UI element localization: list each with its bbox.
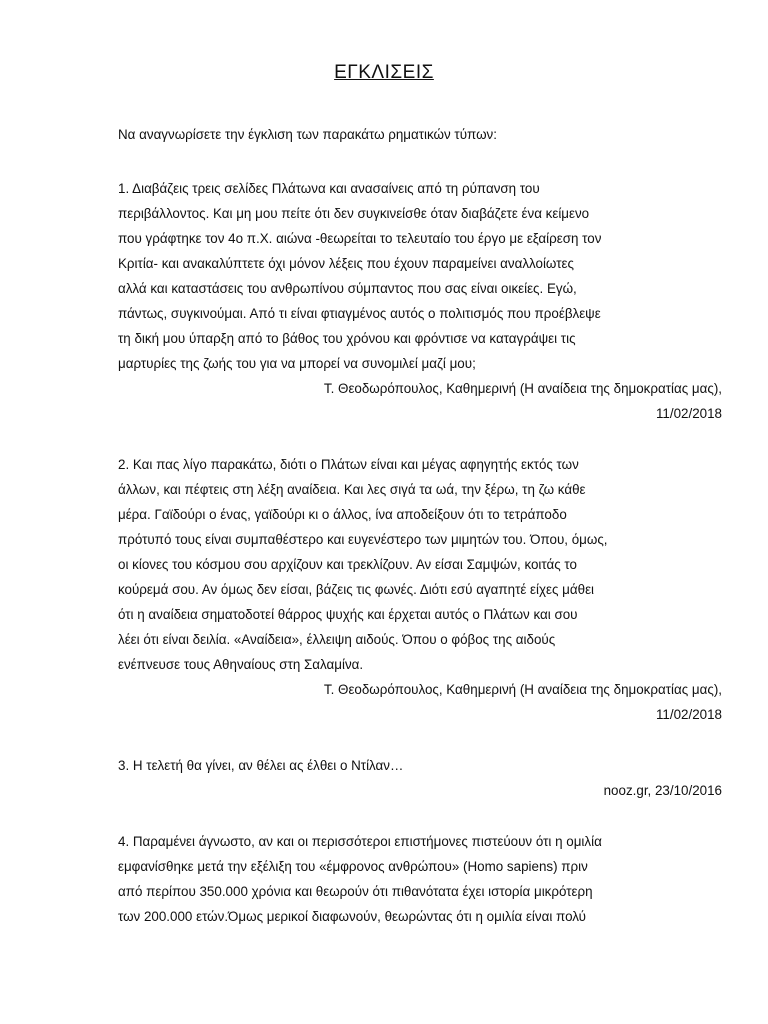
- ex2-line: λέει ότι είναι δειλία. «Αναίδεια», έλλειψη αιδούς. Όπου ο φόβος της αιδούς: [118, 632, 556, 647]
- ex2-line: ενέπνευσε τους Αθηναίους στη Σαλαμίνα.: [118, 657, 364, 672]
- document-title: ΕΓΚΛΙΣΕΙΣ: [334, 62, 434, 83]
- ex2-line: 2. Και πας λίγο παρακάτω, διότι ο Πλάτων είναι και μέγας αφηγητής εκτός των: [118, 457, 579, 472]
- ex2-line: άλλων, και πέφτεις στη λέξη αναίδεια. Και λες σιγά τα ωά, την ξέρω, τη ζω κάθε: [118, 482, 586, 497]
- ex1-line: πάντως, συγκινούμαι. Από τι είναι φτιαγμένος αυτός ο πολιτισμός που προέβλεψε: [118, 306, 601, 321]
- ex1-date: 11/02/2018: [655, 406, 722, 421]
- ex1-source: Τ. Θεοδωρόπουλος, Καθημερινή (Η αναίδεια της δημοκρατίας μας),: [323, 381, 722, 396]
- ex4-line: από περίπου 350.000 χρόνια και θεωρούν ότι πιθανότατα έχει ιστορία μικρότερη: [118, 884, 593, 899]
- ex3-line: 3. Η τελετή θα γίνει, αν θέλει ας έλθει ο Ντίλαν…: [118, 758, 404, 773]
- ex2-date: 11/02/2018: [655, 707, 722, 722]
- ex3-source: nooz.gr, 23/10/2016: [603, 783, 722, 798]
- ex1-line: τη δική μου ύπαρξη από το βάθος του χρόνου και φρόντισε να καταγράψει τις: [118, 331, 576, 346]
- ex4-line: εμφανίσθηκε μετά την εξέλιξη του «έμφρονος ανθρώπου» (Homo sapiens) πριν: [118, 859, 588, 874]
- ex2-line: ότι η αναίδεια σηματοδοτεί θάρρος ψυχής και έρχεται αυτός ο Πλάτων και σου: [118, 607, 578, 622]
- ex2-line: μέρα. Γαϊδούρι ο ένας, γαϊδούρι κι ο άλλος, ίνα αποδείξουν ότι το τετράποδο: [118, 507, 567, 522]
- ex1-line: μαρτυρίες της ζωής του για να μπορεί να συνομιλεί μαζί μου;: [118, 356, 476, 371]
- ex2-line: πρότυπό τους είναι συμπαθέστερο και ευγενέστερο των μιμητών του. Όπου, όμως,: [118, 532, 608, 547]
- ex2-line: οι κίονες του κόσμου σου αρχίζουν και τρεκλίζουν. Αν είσαι Σαμψών, κοιτάς το: [118, 557, 577, 572]
- ex2-source: Τ. Θεοδωρόπουλος, Καθημερινή (Η αναίδεια της δημοκρατίας μας),: [323, 682, 722, 697]
- ex1-line: που γράφτηκε τον 4ο π.Χ. αιώνα -θεωρείται το τελευταίο του έργο με εξαίρεση τον: [118, 231, 602, 246]
- ex2-line: κούρεμά σου. Αν όμως δεν είσαι, βάζεις τις φωνές. Διότι εσύ αγαπητέ είχες μάθει: [118, 582, 595, 597]
- ex1-line: Κριτία- και ανακαλύπτετε όχι μόνον λέξεις που έχουν παραμείνει αναλλοίωτες: [118, 256, 574, 271]
- ex4-line: των 200.000 ετών.Όμως μερικοί διαφωνούν, θεωρώντας ότι η ομιλία είναι πολύ: [118, 909, 586, 924]
- ex1-line: περιβάλλοντος. Και μη μου πείτε ότι δεν συγκινείσθε όταν διαβάζετε ένα κείμενο: [118, 206, 590, 221]
- ex4-line: 4. Παραμένει άγνωστο, αν και οι περισσότεροι επιστήμονες πιστεύουν ότι η ομιλία: [118, 834, 602, 849]
- ex1-line: αλλά και καταστάσεις του ανθρωπίνου σύμπαντος που σας είναι οικείες. Εγώ,: [118, 281, 577, 296]
- ex1-line: 1. Διαβάζεις τρεις σελίδες Πλάτωνα και ανασαίνεις από τη ρύπανση του: [118, 181, 540, 196]
- instruction-text: Να αναγνωρίσετε την έγκλιση των παρακάτω ρηματικών τύπων:: [118, 127, 497, 142]
